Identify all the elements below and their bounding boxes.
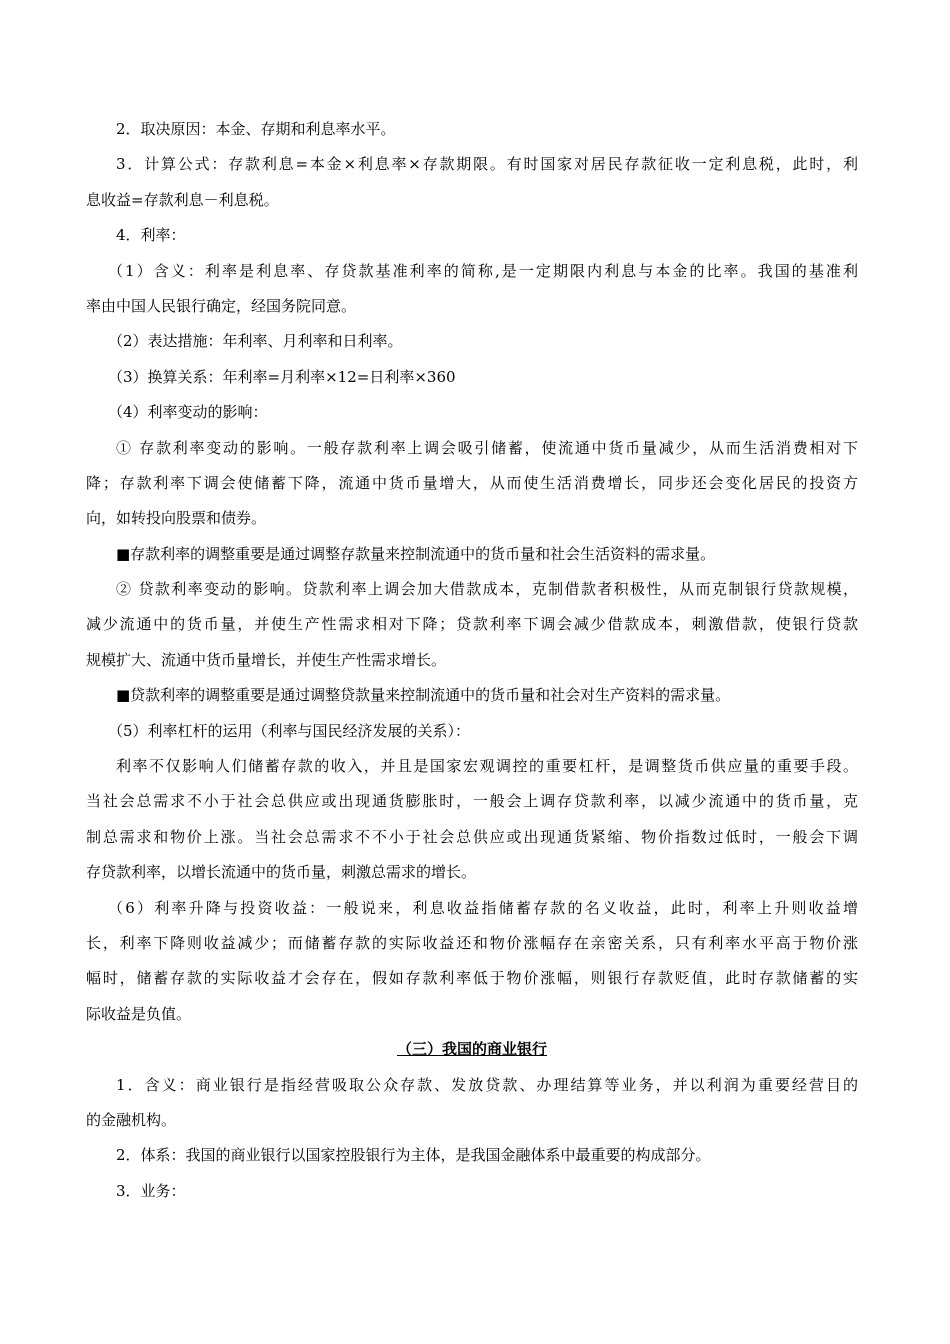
paragraph-line: 3．业务： bbox=[116, 1181, 186, 1200]
paragraph-line: 存贷款利率，以增长流通中的货币量，刺激总需求的增长。 bbox=[86, 863, 477, 882]
paragraph-line: 的金融机构。 bbox=[86, 1110, 177, 1129]
paragraph-line: （2）表达措施：年利率、月利率和日利率。 bbox=[108, 332, 403, 351]
paragraph-line: 1．含义：商业银行是指经营吸取公众存款、发放贷款、办理结算等业务，并以利润为重要经营目的 bbox=[116, 1075, 858, 1094]
paragraph-line: 规模扩大、流通中货币量增长，并使生产性需求增长。 bbox=[86, 650, 447, 669]
section-heading: （三）我国的商业银行 bbox=[396, 1040, 547, 1059]
paragraph-line: （1）含义：利率是利息率、存贷款基准利率的简称,是一定期限内利息与本金的比率。我国的基准利 bbox=[108, 261, 858, 280]
paragraph-line: ■贷款利率的调整重要是通过调整贷款量来控制流通中的货币量和社会对生产资料的需求量。 bbox=[116, 686, 731, 705]
paragraph-line: 息收益=存款利息－利息税。 bbox=[86, 190, 279, 209]
paragraph-line: 制总需求和物价上涨。当社会总需求不不小于社会总供应或出现通货紧缩、物价指数过低时，一般会下调 bbox=[86, 827, 858, 846]
paragraph-line: ■存款利率的调整重要是通过调整存款量来控制流通中的货币量和社会生活资料的需求量。 bbox=[116, 544, 716, 563]
paragraph-line: （5）利率杠杆的运用（利率与国民经济发展的关系）： bbox=[108, 721, 471, 740]
paragraph-line: 率由中国人民银行确定，经国务院同意。 bbox=[86, 296, 357, 315]
paragraph-line: 幅时，储蓄存款的实际收益才会存在，假如存款利率低于物价涨幅，则银行存款贬值，此时存款储蓄的实 bbox=[86, 969, 858, 988]
paragraph-line: 2．取决原因：本金、存期和利息率水平。 bbox=[116, 120, 396, 138]
paragraph-line: （6）利率升降与投资收益：一般说来，利息收益指储蓄存款的名义收益，此时，利率上升则收益增 bbox=[108, 898, 858, 917]
paragraph-line: 利率不仅影响人们储蓄存款的收入，并且是国家宏观调控的重要杠杆，是调整货币供应量的重要手段。 bbox=[116, 757, 858, 776]
paragraph-line: 际收益是负值。 bbox=[86, 1004, 192, 1023]
document-page bbox=[86, 112, 858, 1209]
paragraph-line: （3）换算关系：年利率=月利率×12=日利率×360 bbox=[108, 367, 456, 386]
paragraph-line: 2．体系：我国的商业银行以国家控股银行为主体，是我国金融体系中最重要的构成部分。 bbox=[116, 1146, 711, 1165]
paragraph-line: 长，利率下降则收益减少；而储蓄存款的实际收益还和物价涨幅存在亲密关系，只有利率水平高于物价涨 bbox=[86, 933, 858, 952]
paragraph-line: ② 贷款利率变动的影响。贷款利率上调会加大借款成本，克制借款者积极性，从而克制银行贷款规模， bbox=[116, 580, 858, 599]
paragraph-line: 减少流通中的货币量，并使生产性需求相对下降；贷款利率下调会减少借款成本，刺激借款，使银行贷款 bbox=[86, 615, 858, 634]
paragraph-line: 向，如转投向股票和债券。 bbox=[86, 509, 267, 528]
paragraph-line: 3．计算公式：存款利息=本金×利息率×存款期限。有时国家对居民存款征收一定利息税，此时，利 bbox=[116, 155, 858, 174]
paragraph-line: ① 存款利率变动的影响。一般存款利率上调会吸引储蓄，使流通中货币量减少，从而生活消费相对下 bbox=[116, 438, 858, 457]
paragraph-line: 降；存款利率下调会使储蓄下降，流通中货币量增大，从而使生活消费增长，同步还会变化居民的投资方 bbox=[86, 473, 858, 492]
paragraph-line: 4．利率： bbox=[116, 226, 186, 245]
paragraph-line: （4）利率变动的影响： bbox=[108, 403, 268, 422]
paragraph-line: 当社会总需求不小于社会总供应或出现通货膨胀时，一般会上调存贷款利率，以减少流通中的货币量，克 bbox=[86, 792, 858, 811]
